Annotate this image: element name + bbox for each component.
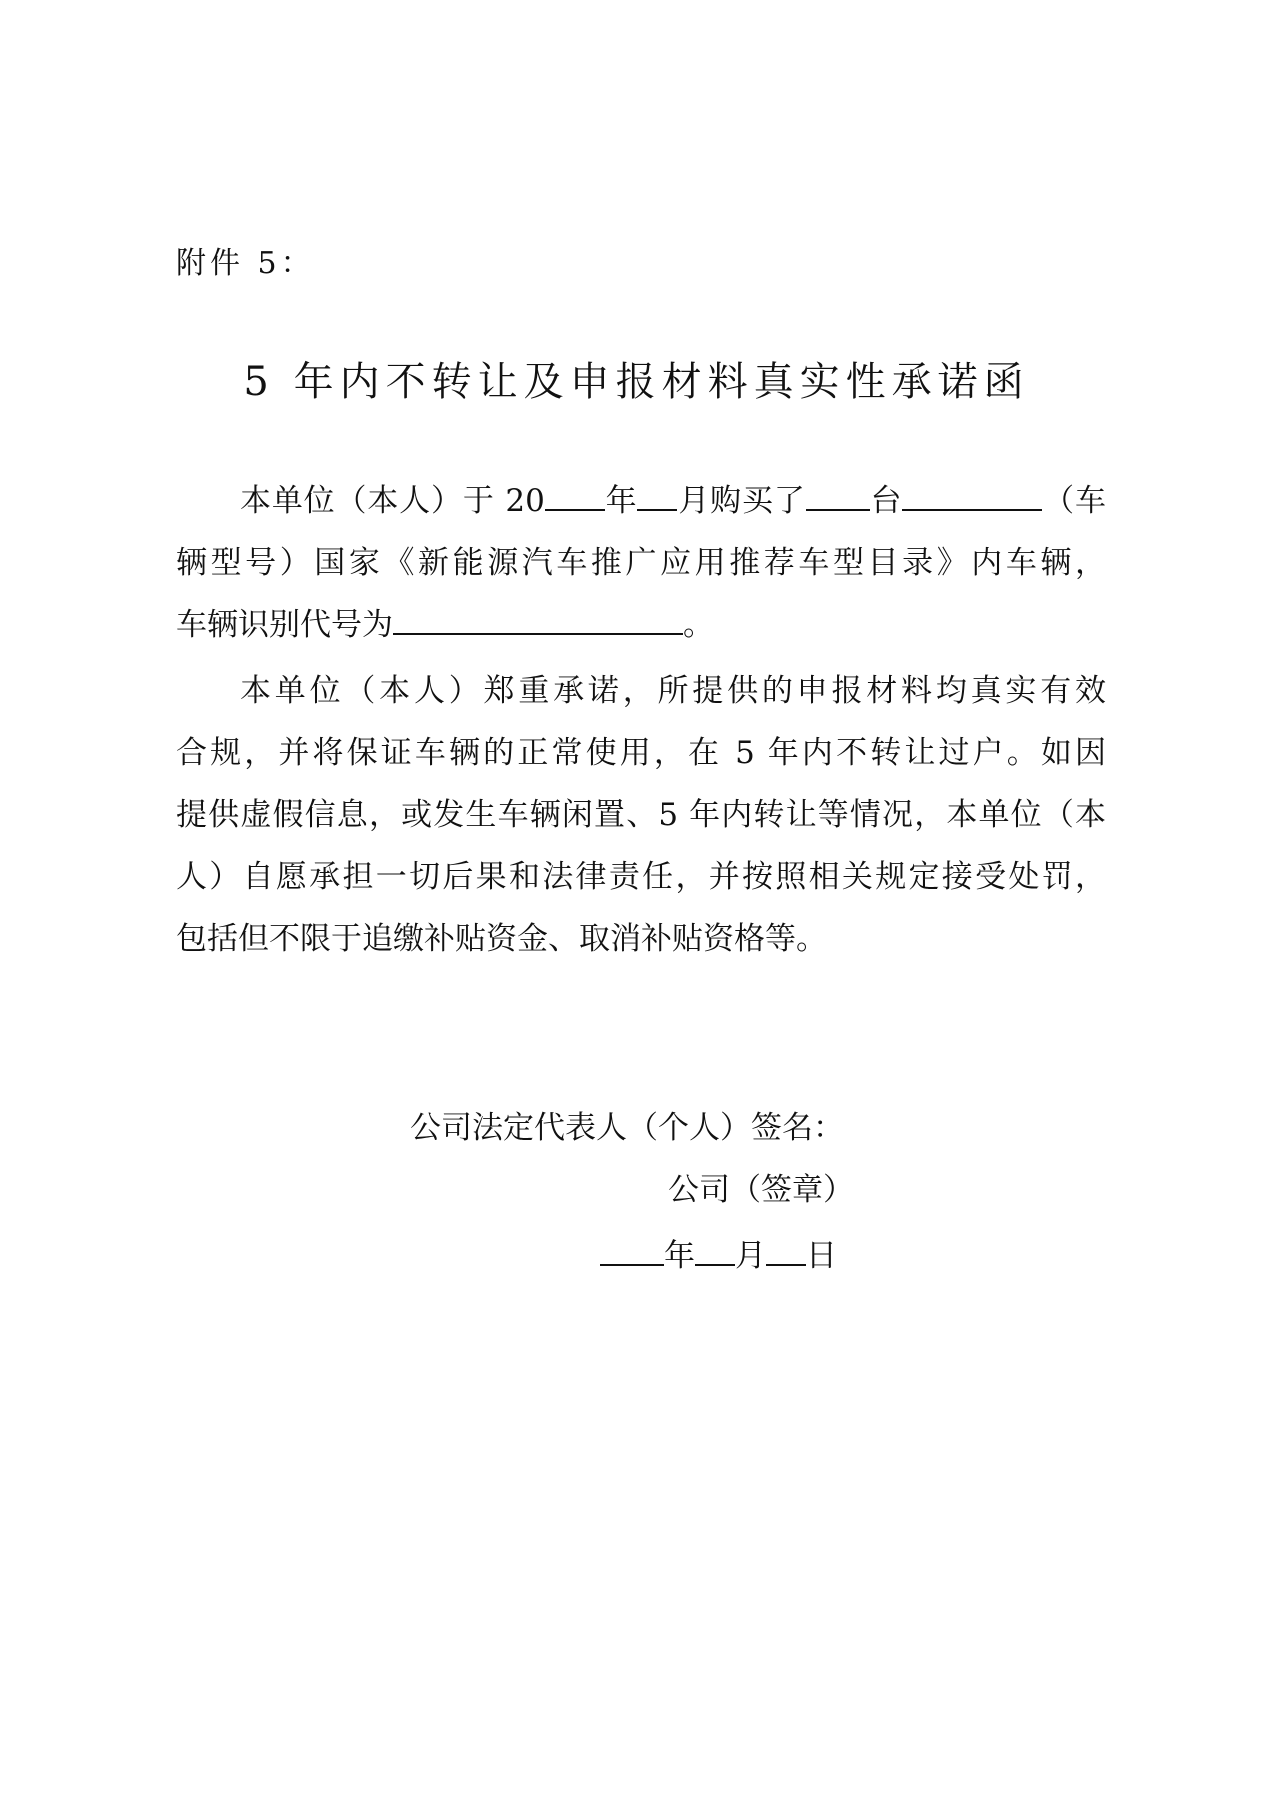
commitment-line-4: 人）自愿承担一切后果和法律责任，并按照相关规定接受处罚， [176,859,1106,895]
date-year-blank[interactable] [600,1234,664,1266]
date-month-blank[interactable] [695,1234,735,1266]
vin-period: 。 [683,607,714,643]
signature-date [600,1230,837,1275]
commitment-line-1: 本单位（本人）郑重承诺，所提供的申报材料均真实有效 [240,673,1106,709]
commitment-line-2: 合规，并将保证车辆的正常使用，在 5 年内不转让过户。如因 [176,735,1106,771]
date-day-label: 日 [806,1238,837,1274]
date-day-blank[interactable] [766,1234,806,1266]
purchase-line-3 [176,594,1106,656]
commitment-line-5: 包括但不限于追缴补贴资金、取消补贴资格等。 [176,921,827,957]
date-year-label: 年 [664,1238,695,1274]
vin-label: 车辆识别代号为 [176,607,393,643]
vehicle-quantity-blank[interactable] [806,479,870,511]
purchase-text-prefix: 本单位（本人）于 20 [240,483,545,519]
vehicle-unit-label: 台 [869,483,903,519]
attachment-label: 附件 5： [176,246,315,281]
document-title: 5 年内不转让及申报材料真实性承诺函 [243,359,1030,405]
purchase-month-label: 月购买了 [677,483,806,519]
purchase-year-label: 年 [604,483,638,519]
commitment-line-3: 提供虚假信息，或发生车辆闲置、5 年内转让等情况，本单位（本 [176,797,1106,833]
representative-signature-label: 公司法定代表人（个人）签名： [410,1110,844,1146]
purchase-month-blank[interactable] [637,479,677,511]
purchase-year-blank[interactable] [545,479,605,511]
date-month-label: 月 [735,1238,766,1274]
vin-blank[interactable] [393,603,683,635]
vehicle-model-blank[interactable] [902,479,1042,511]
purchase-line-1 [176,470,1106,532]
paragraph-commitment [176,660,1106,970]
paragraph-purchase-info [176,470,1106,656]
purchase-line-2: 辆型号）国家《新能源汽车推广应用推荐车型目录》内车辆， [176,545,1106,581]
company-seal-label: 公司（签章） [668,1172,854,1208]
vehicle-model-label-start: （车 [1042,483,1106,519]
